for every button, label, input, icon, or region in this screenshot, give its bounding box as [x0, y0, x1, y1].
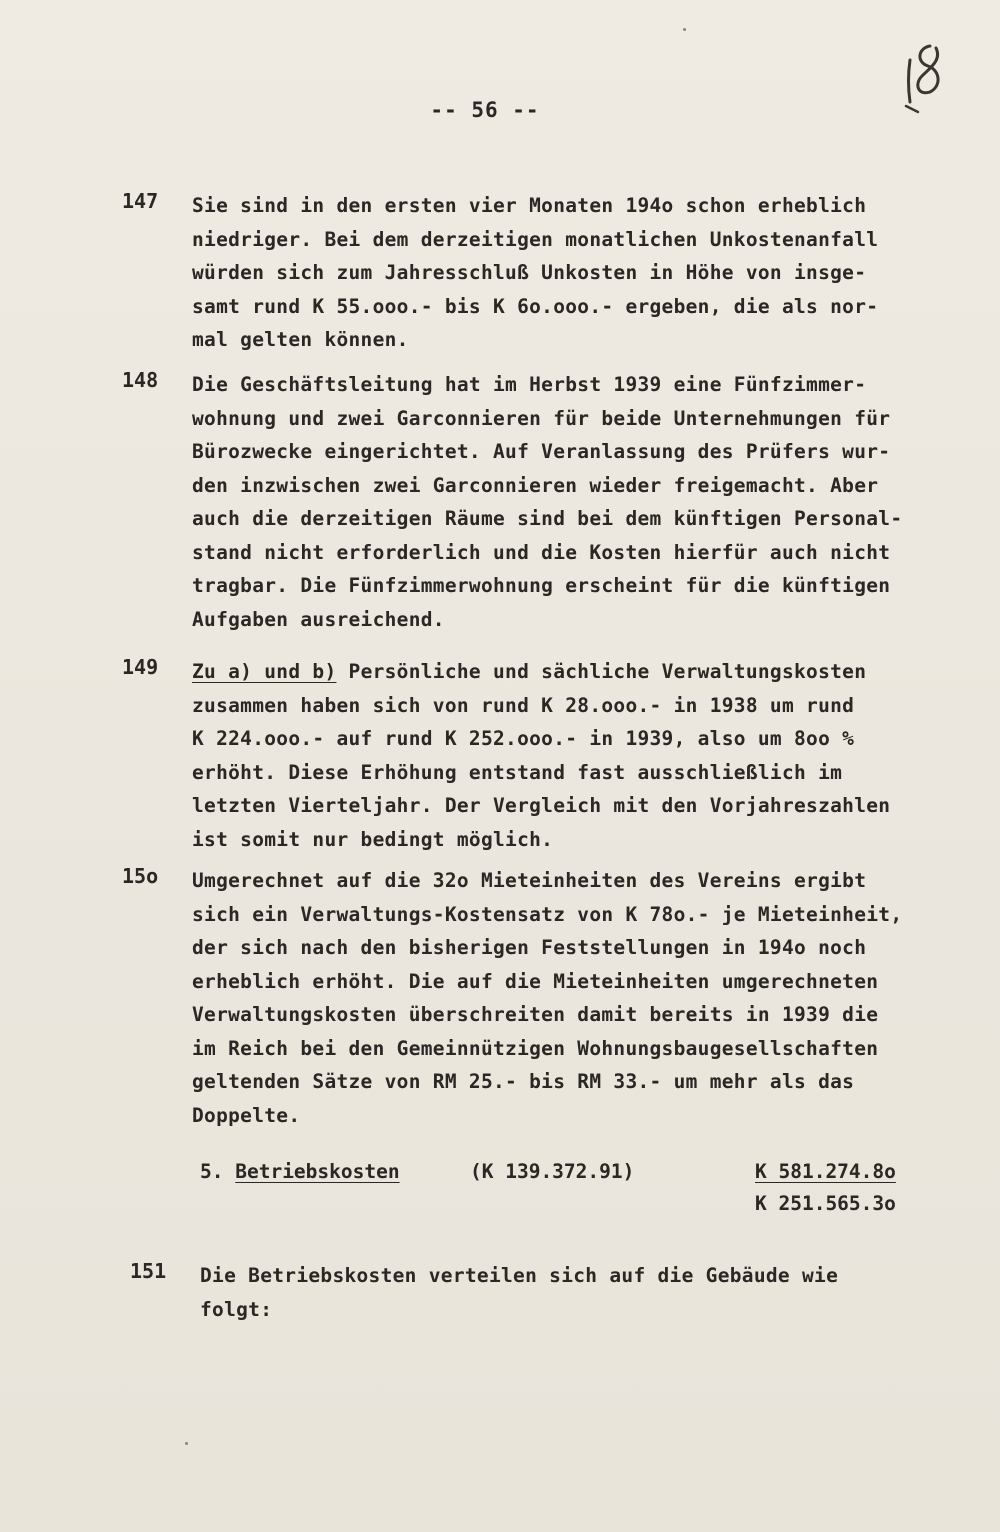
text-line: geltenden Sätze von RM 25.- bis RM 33.- um mehr als das: [192, 1070, 855, 1093]
section-heading-betriebskosten: [200, 1160, 940, 1220]
text-line: den inzwischen zwei Garconnieren wieder freigemacht. Aber: [192, 473, 879, 497]
paragraph-text: [192, 189, 878, 357]
section-title: [200, 1160, 400, 1183]
text-line: folgt:: [200, 1297, 273, 1321]
text-line: Die Geschäftsleitung hat im Herbst 1939 eine Fünfzimmer-: [192, 373, 867, 396]
text-line: zusammen haben sich von rund K 28.ooo.- in 1938 um rund: [192, 693, 855, 717]
text-line: erhöht. Diese Erhöhung entstand fast ausschließlich im: [192, 760, 843, 784]
difference-amount: K 251.565.3o: [755, 1192, 896, 1215]
text-line: Umgerechnet auf die 32o Mieteinheiten des Vereins ergibt: [192, 869, 867, 892]
total-amount: K 581.274.8o: [755, 1160, 896, 1183]
section-prefix: 5.: [200, 1160, 236, 1183]
paper-speck: [185, 1442, 188, 1445]
text-line: wohnung und zwei Garconnieren für beide Unternehmungen für: [192, 406, 891, 430]
paragraph-text: [192, 368, 902, 636]
text-line: stand nicht erforderlich und die Kosten hierfür auch nicht: [192, 540, 891, 564]
text-line: im Reich bei den Gemeinnützigen Wohnungsbaugesellschaften: [192, 1036, 879, 1060]
paragraph-number: 147: [122, 189, 159, 213]
section-title-text: Betriebskosten: [235, 1160, 400, 1183]
page-number: -- 56 --: [430, 98, 540, 122]
paragraph-number: 151: [130, 1259, 167, 1283]
text-line: Die Betriebskosten verteilen sich auf die Gebäude wie: [200, 1264, 839, 1287]
text-line: Aufgaben ausreichend.: [192, 607, 445, 631]
text-line: Doppelte.: [192, 1103, 301, 1127]
handwritten-page-stamp: [896, 36, 956, 120]
paragraph-text: [192, 655, 890, 856]
text-line: Sie sind in den ersten vier Monaten 194o schon erheblich: [192, 194, 867, 217]
text-line: ist somit nur bedingt möglich.: [192, 827, 554, 851]
underlined-lead: Zu a) und b): [192, 660, 337, 683]
previous-year-amount: (K 139.372.91): [470, 1160, 635, 1183]
text-line: tragbar. Die Fünfzimmerwohnung erscheint für die künftigen: [192, 574, 891, 597]
text-line: samt rund K 55.ooo.- bis K 6o.ooo.- ergeben, die als nor-: [192, 294, 879, 318]
text-line: der sich nach den bisherigen Feststellungen in 194o noch: [192, 936, 867, 959]
text-line: sich ein Verwaltungs-Kostensatz von K 78o.- je Mieteinheit,: [192, 902, 903, 926]
lead-continuation: Persönliche und sächliche Verwaltungskosten: [336, 660, 867, 683]
text-line: K 224.ooo.- auf rund K 252.ooo.- in 1939, also um 8oo %: [192, 727, 855, 750]
paper-speck: [683, 28, 686, 31]
text-line: auch die derzeitigen Räume sind bei dem künftigen Personal-: [192, 507, 903, 530]
text-line: mal gelten können.: [192, 328, 409, 351]
paragraph-number: 148: [122, 368, 159, 392]
text-line: [192, 655, 890, 689]
text-line: letzten Vierteljahr. Der Vergleich mit den Vorjahreszahlen: [192, 794, 891, 817]
text-line: Bürozwecke eingerichtet. Auf Veranlassung des Prüfers wur-: [192, 440, 891, 463]
paragraph-number: 149: [122, 655, 159, 679]
text-line: erheblich erhöht. Die auf die Mieteinheiten umgerechneten: [192, 969, 879, 993]
paragraph-text: [200, 1259, 838, 1326]
text-line: würden sich zum Jahresschluß Unkosten in Höhe von insge-: [192, 261, 867, 284]
text-line: Verwaltungskosten überschreiten damit bereits in 1939 die: [192, 1003, 879, 1026]
paragraph-number: 15o: [122, 864, 159, 888]
text-line: niedriger. Bei dem derzeitigen monatlichen Unkostenanfall: [192, 227, 879, 251]
paragraph-text: [192, 864, 902, 1132]
